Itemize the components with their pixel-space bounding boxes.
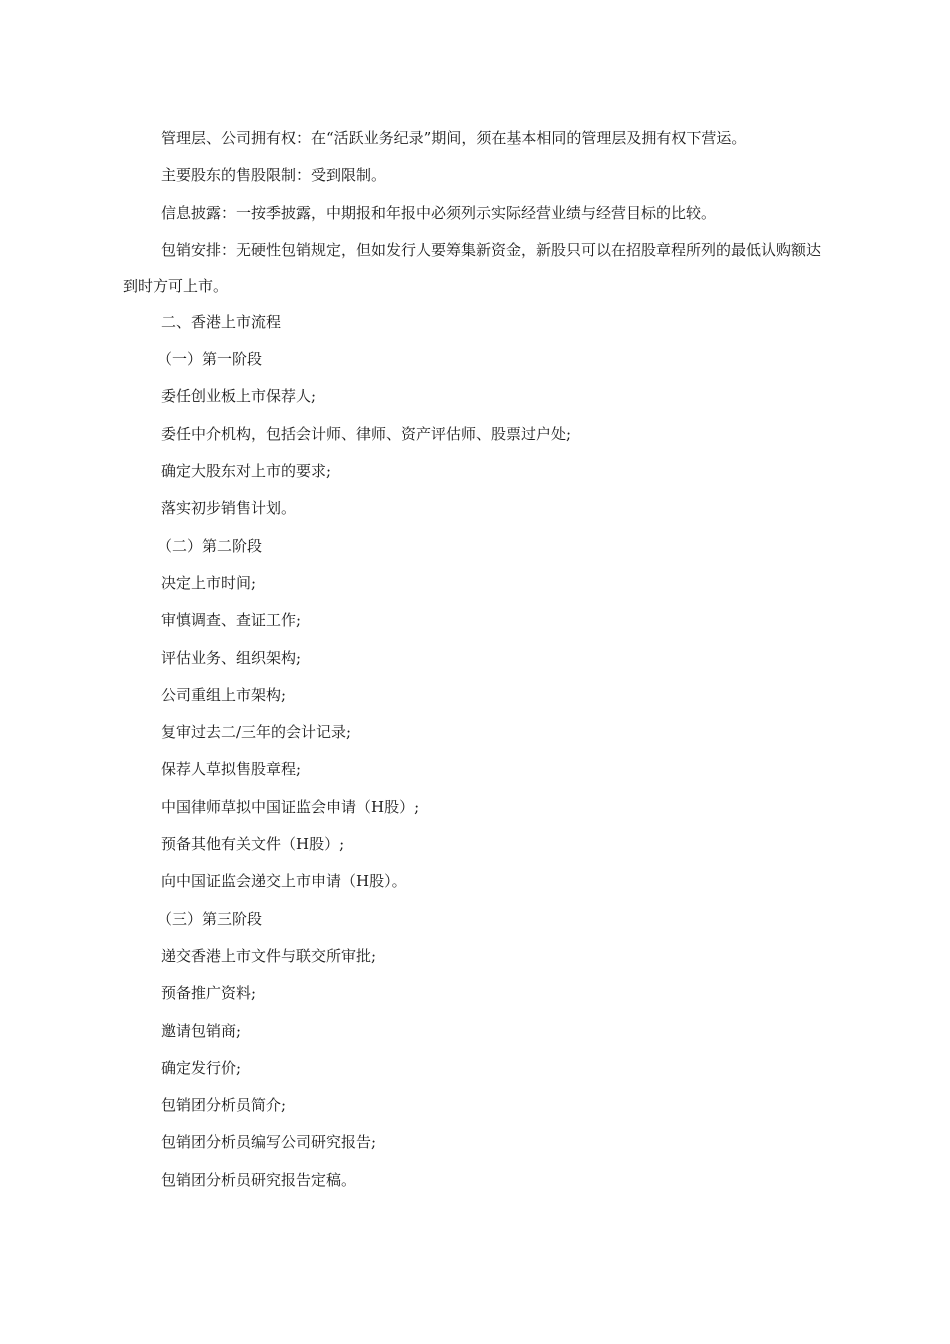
document-body (123, 120, 823, 1199)
list-item: 落实初步销售计划。 (161, 499, 297, 518)
list-item: 邀请包销商; (161, 1021, 242, 1040)
list-item: 包销团分析员编写公司研究报告; (161, 1133, 377, 1152)
list-item: 包销团分析员研究报告定稿。 (161, 1170, 357, 1189)
stage-heading-3: （三）第三阶段 (157, 909, 263, 928)
list-item: 审慎调查、查证工作; (161, 611, 302, 630)
list-item: 决定上市时间; (161, 573, 257, 592)
paragraph-disclosure: 信息披露：一按季披露，中期报和年报中必须列示实际经营业绩与经营目标的比较。 (161, 203, 717, 222)
list-item: 预备推广资料; (161, 984, 257, 1003)
list-item: 保荐人草拟售股章程; (161, 760, 302, 779)
stage-heading-2: （二）第二阶段 (157, 536, 263, 555)
list-item: 评估业务、组织架构; (161, 648, 302, 667)
paragraph-underwriting: 包销安排：无硬性包销规定，但如发行人要筹集新资金，新股只可以在招股章程所列的最低认购额达到时方可上市。 (123, 240, 822, 295)
list-item: 委任创业板上市保荐人; (161, 387, 317, 406)
list-item: 复审过去二/三年的会计记录; (161, 723, 352, 742)
list-item: 递交香港上市文件与联交所审批; (161, 946, 377, 965)
list-item: 包销团分析员简介; (161, 1096, 287, 1115)
paragraph-shareholder-restriction: 主要股东的售股限制：受到限制。 (161, 166, 387, 185)
section-heading-hk-listing-process: 二、香港上市流程 (161, 312, 282, 331)
list-item: 中国律师草拟中国证监会申请（H股）; (161, 797, 420, 816)
list-item: 确定发行价; (161, 1058, 242, 1077)
paragraph-management-ownership: 管理层、公司拥有权：在“活跃业务纪录”期间，须在基本相同的管理层及拥有权下营运。 (161, 129, 747, 147)
stage-heading-1: （一）第一阶段 (157, 350, 263, 369)
list-item: 向中国证监会递交上市申请（H股）。 (161, 872, 407, 891)
list-item: 公司重组上市架构; (161, 685, 287, 704)
list-item: 确定大股东对上市的要求; (161, 462, 332, 481)
list-item: 委任中介机构，包括会计师、律师、资产评估师、股票过户处; (161, 424, 572, 443)
list-item: 预备其他有关文件（H股）; (161, 835, 345, 854)
